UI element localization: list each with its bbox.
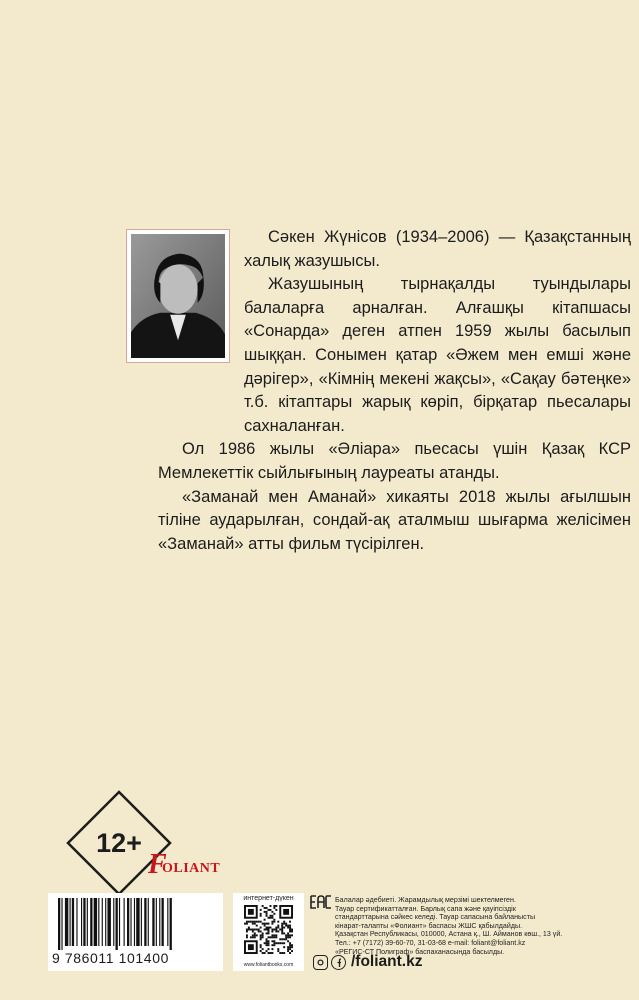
info-line: стандарттарына сәйкес келеді. Тауар сапасына байланысты — [335, 913, 536, 922]
isbn-barcode — [48, 893, 223, 971]
info-line: «РЕГИС-СТ Полиграф» баспаханасында басылды. — [335, 947, 505, 956]
author-bio — [158, 226, 631, 556]
info-line: Балалар әдебиеті. Жарамдылық мерзімі шектелмеген. — [335, 896, 516, 904]
barcode-bars — [54, 898, 217, 950]
bio-paragraph: Жазушының тырнақалды туындылары балаларға арналған. Алғашқы кітапшасы «Сонарда» деген атпен 1959 жылы басылып шыққан. Сонымен қатар «Әжем мен емші және дәрігер», «Кімнің мекені жақсы», «Сақау бәтеңке» т.б. кітаптары жарық көріп, бірқатар пьесалары сахналанған. — [244, 275, 631, 435]
website-link[interactable]: /foliant.kz — [351, 953, 423, 970]
bio-paragraph: Сәкен Жүнісов (1934–2006) — Қазақстанның халық жазушысы. — [244, 228, 631, 270]
publisher-logo — [148, 849, 228, 880]
age-rating-label: 12+ — [96, 827, 142, 858]
info-line: Тел.: +7 (7172) 39-60-70, 31-03-68 e-mail: foliant@foliant.kz — [335, 938, 526, 947]
social-links — [313, 953, 422, 971]
qr-code — [244, 905, 293, 954]
publisher-logo-initial: F — [148, 849, 167, 880]
bio-paragraph: «Заманай мен Аманай» хикаяты 2018 жылы ағылшын тіліне аударылған, сондай-ақ аталмыш шығарма желісімен «Заманай» атты фильм түсірілген. — [158, 487, 631, 553]
qr-url: www.foliantbooks.com — [243, 962, 294, 968]
qr-code-block[interactable] — [233, 893, 304, 971]
info-line: Тауар сертификатталған. Барлық сапа және қауіпсіздік — [335, 904, 516, 913]
barcode-digits: 9 786011 101400 — [52, 950, 169, 966]
instagram-icon[interactable] — [313, 955, 328, 970]
info-line: Қазақстан Республикасы, 010000, Астана қ., Ш. Айманов көш., 13 үй. — [335, 930, 563, 939]
bio-paragraph: Ол 1986 жылы «Әліара» пьесасы үшін Қазақ КСР Мемлекеттік сыйлығының лауреаты атанды. — [158, 440, 631, 482]
product-info — [335, 896, 615, 956]
publisher-logo-text: OLIANT — [162, 861, 221, 876]
facebook-icon[interactable] — [331, 955, 346, 970]
eac-mark-icon — [310, 895, 332, 909]
info-line: кінарат-талапты «Фолиант» баспасы ЖШС қабылдайды. — [335, 921, 523, 930]
qr-caption: интернет-дүкен — [243, 895, 294, 902]
